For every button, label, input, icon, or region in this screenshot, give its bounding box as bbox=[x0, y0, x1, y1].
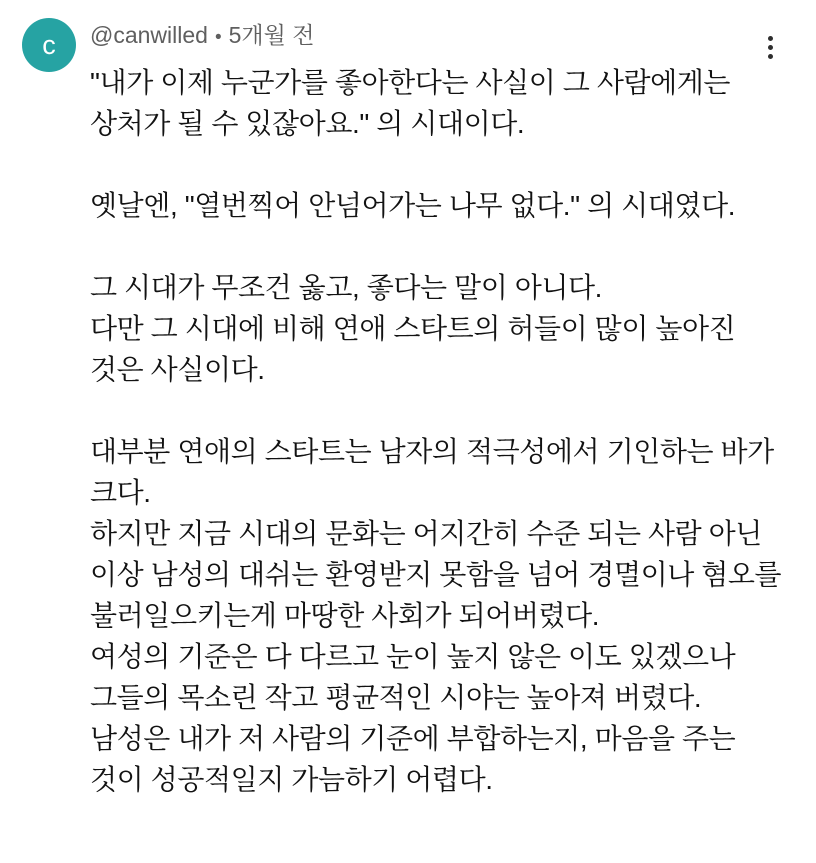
comment-text-line: "내가 이제 누군가를 좋아한다는 사실이 그 사람에게는 bbox=[90, 67, 731, 98]
comment-text-line: 것이 성공적일지 가늠하기 어렵다. bbox=[90, 764, 493, 795]
comment-text-line: 불러일으키는게 마땅한 사회가 되어버렸다. bbox=[90, 600, 600, 631]
comment-text-line: 하지만 지금 시대의 문화는 어지간히 수준 되는 사람 아닌 bbox=[90, 518, 762, 549]
comment-text-line: 상처가 될 수 있잖아요." 의 시대이다. bbox=[90, 108, 525, 139]
kebab-menu-icon bbox=[768, 36, 773, 41]
comment-body bbox=[90, 62, 782, 800]
comment-text-line: 그들의 목소린 작고 평균적인 시야는 높아져 버렸다. bbox=[90, 682, 702, 713]
kebab-menu-icon bbox=[768, 54, 773, 59]
comment-timestamp[interactable]: 5개월 전 bbox=[228, 22, 315, 48]
comment-text-line: 여성의 기준은 다 다르고 눈이 높지 않은 이도 있겠으나 bbox=[90, 641, 736, 672]
comment-text-line: 남성은 내가 저 사람의 기준에 부합하는지, 마음을 주는 bbox=[90, 723, 736, 754]
comment-blank-line bbox=[90, 390, 750, 431]
comment-text-line: 대부분 연애의 스타트는 남자의 적극성에서 기인하는 바가 bbox=[90, 436, 774, 467]
avatar[interactable] bbox=[22, 18, 76, 72]
comment-text-line: 것은 사실이다. bbox=[90, 354, 265, 385]
comment-text-line: 옛날엔, "열번찍어 안넘어가는 나무 없다." 의 시대였다. bbox=[90, 190, 736, 221]
comment-text-line: 이상 남성의 대쉬는 환영받지 못함을 넘어 경멸이나 혐오를 bbox=[90, 559, 782, 590]
comment-author[interactable]: @canwilled bbox=[90, 22, 208, 48]
comment-content bbox=[90, 18, 782, 800]
comment-text-line: 그 시대가 무조건 옳고, 좋다는 말이 아니다. bbox=[90, 272, 603, 303]
kebab-menu-icon bbox=[768, 45, 773, 50]
comment-header bbox=[90, 20, 750, 53]
comment-text-line: 크다. bbox=[90, 477, 151, 508]
kebab-menu-button[interactable] bbox=[758, 18, 782, 59]
comment-blank-line bbox=[90, 226, 750, 267]
comment-blank-line bbox=[90, 144, 750, 185]
comment-text-line: 다만 그 시대에 비해 연애 스타트의 허들이 많이 높아진 bbox=[90, 313, 736, 344]
header-separator-dot: • bbox=[214, 27, 222, 48]
avatar-letter: c bbox=[42, 29, 56, 60]
